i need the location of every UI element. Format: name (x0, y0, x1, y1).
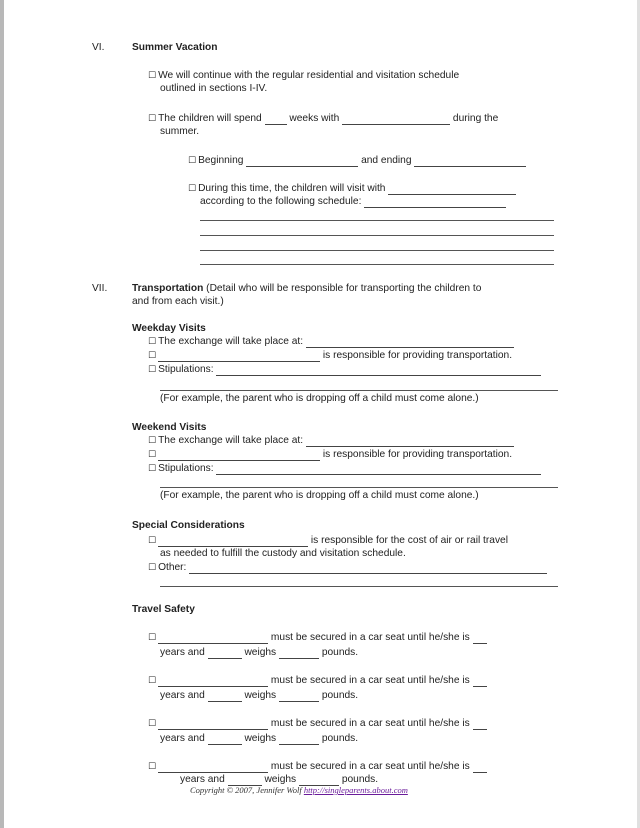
special-cost-line1: is responsible for the cost of air or rail travel (310, 535, 508, 546)
weeks-label-2: weeks with (289, 113, 340, 124)
pounds-label: pounds. (341, 774, 379, 785)
pounds-label: pounds. (321, 733, 359, 744)
beginning-date-field[interactable] (246, 156, 358, 167)
years-field[interactable] (208, 648, 242, 659)
beginning-label: Beginning (198, 155, 244, 166)
weekday-responsible-field[interactable] (158, 351, 320, 362)
special-other-label: Other: (158, 562, 187, 573)
special-other-line[interactable] (160, 586, 558, 587)
copyright-footer (190, 785, 408, 795)
age-years-field[interactable] (473, 633, 487, 644)
age-years-field[interactable] (473, 676, 487, 687)
schedule-line-1[interactable] (200, 220, 554, 221)
years-field[interactable] (208, 734, 242, 745)
footer-link[interactable]: http://singleparents.about.com (303, 785, 408, 795)
ending-label: and ending (361, 155, 412, 166)
checkbox-icon[interactable]: ☐ (148, 450, 157, 460)
weekday-stipulations-row (148, 364, 541, 376)
special-other-row (148, 562, 547, 574)
years-and-label: years and (180, 774, 225, 785)
summer-option-weeks (148, 113, 498, 125)
weekend-stipulations-line[interactable] (160, 487, 558, 488)
section-7-title: Transportation (132, 283, 204, 294)
weekend-exchange-label: The exchange will take place at: (158, 435, 304, 446)
weekend-responsible-field[interactable] (158, 450, 320, 461)
summer-option-weeks-line2: summer. (160, 126, 200, 137)
travel-safety-entry-1-line2 (160, 647, 358, 659)
section-7-number: VII. (92, 283, 108, 294)
age-years-field[interactable] (473, 719, 487, 730)
weeks-label-1: The children will spend (158, 113, 262, 124)
pounds-label: pounds. (321, 690, 359, 701)
years-and-label: years and (160, 647, 205, 658)
weekend-exchange-row (148, 435, 514, 447)
travel-safety-entry-1 (148, 632, 487, 644)
schedule-line-4[interactable] (200, 264, 554, 265)
checkbox-icon[interactable]: ☐ (148, 633, 157, 643)
checkbox-icon[interactable]: ☐ (148, 351, 157, 361)
page-edge-left (0, 0, 4, 828)
weekend-stipulations-row (148, 463, 541, 475)
checkbox-icon[interactable]: ☐ (188, 184, 197, 194)
copyright-text: Copyright © 2007, Jennifer Wolf (190, 785, 302, 795)
weeks-with-field[interactable] (342, 114, 450, 125)
age-years-field[interactable] (473, 762, 487, 773)
weekday-stipulations-line[interactable] (160, 390, 558, 391)
travel-cost-field[interactable] (158, 536, 308, 547)
weekday-responsible-row (148, 350, 512, 362)
car-seat-label: must be secured in a car seat until he/she is (270, 675, 470, 686)
summer-option-regular-line2: outlined in sections I-IV. (160, 83, 268, 94)
summer-during-row (188, 183, 516, 195)
ending-date-field[interactable] (414, 156, 526, 167)
checkbox-icon[interactable]: ☐ (148, 464, 157, 474)
special-cost-line2: as needed to fulfill the custody and visitation schedule. (160, 548, 406, 559)
schedule-field[interactable] (364, 197, 506, 208)
section-6-number (92, 42, 104, 54)
schedule-line-2[interactable] (200, 235, 554, 236)
weekend-exchange-field[interactable] (306, 436, 514, 447)
travel-safety-entry-4 (148, 761, 487, 773)
schedule-line-3[interactable] (200, 250, 554, 251)
weight-field[interactable] (279, 691, 319, 702)
years-field[interactable] (208, 691, 242, 702)
weighs-label: weighs (244, 733, 277, 744)
weekday-exchange-field[interactable] (306, 337, 514, 348)
child-name-field[interactable] (158, 676, 268, 687)
car-seat-label: must be secured in a car seat until he/she is (270, 761, 470, 772)
weight-field[interactable] (279, 648, 319, 659)
travel-safety-entry-3 (148, 718, 487, 730)
section-7-heading (132, 283, 481, 295)
years-and-label: years and (160, 733, 205, 744)
weekday-stipulations-field[interactable] (216, 365, 541, 376)
during-label: During this time, the children will visit with (198, 183, 386, 194)
weighs-label: weighs (244, 647, 277, 658)
checkbox-icon[interactable]: ☐ (188, 156, 197, 166)
section-7-intro-line1: (Detail who will be responsible for transporting the children to (206, 283, 482, 294)
special-cost-row (148, 535, 508, 547)
weekend-responsible-row (148, 449, 512, 461)
weighs-label: weighs (264, 774, 297, 785)
travel-safety-entry-2 (148, 675, 487, 687)
travel-safety-entry-3-line2 (160, 733, 358, 745)
car-seat-label: must be secured in a car seat until he/she is (270, 718, 470, 729)
child-name-field[interactable] (158, 719, 268, 730)
travel-safety-entry-2-line2 (160, 690, 358, 702)
checkbox-icon[interactable]: ☐ (148, 762, 157, 772)
checkbox-icon[interactable]: ☐ (148, 71, 157, 81)
checkbox-icon[interactable]: ☐ (148, 365, 157, 375)
weekday-exchange-row (148, 336, 514, 348)
summer-option-regular (148, 70, 459, 82)
checkbox-icon[interactable]: ☐ (148, 676, 157, 686)
weeks-label-3: during the (452, 113, 499, 124)
weight-field[interactable] (279, 734, 319, 745)
years-and-label: years and (160, 690, 205, 701)
section-number: VI. (92, 42, 105, 53)
weighs-label: weighs (244, 690, 277, 701)
schedule-label: according to the following schedule: (200, 196, 362, 207)
child-name-field[interactable] (158, 633, 268, 644)
child-name-field[interactable] (158, 762, 268, 773)
section-7-intro-line2: and from each visit.) (132, 296, 224, 307)
summer-option-regular-line1: We will continue with the regular residential and visitation schedule (158, 70, 460, 81)
special-considerations-heading: Special Considerations (132, 520, 245, 531)
weekday-visits-heading: Weekday Visits (132, 323, 206, 334)
weekend-stipulations-field[interactable] (216, 464, 541, 475)
weekday-exchange-label: The exchange will take place at: (158, 336, 304, 347)
weeks-count-field[interactable] (265, 114, 287, 125)
checkbox-icon[interactable]: ☐ (148, 563, 157, 573)
checkbox-icon[interactable]: ☐ (148, 337, 157, 347)
weekend-visits-heading: Weekend Visits (132, 422, 207, 433)
checkbox-icon[interactable]: ☐ (148, 114, 157, 124)
weekday-stipulations-label: Stipulations: (158, 364, 214, 375)
weekday-responsible-label: is responsible for providing transportation. (322, 350, 513, 361)
weekend-stipulations-label: Stipulations: (158, 463, 214, 474)
checkbox-icon[interactable]: ☐ (148, 719, 157, 729)
weekend-responsible-label: is responsible for providing transportation. (322, 449, 513, 460)
weekday-example: (For example, the parent who is dropping off a child must come alone.) (160, 393, 479, 404)
travel-safety-heading: Travel Safety (132, 604, 195, 615)
car-seat-label: must be secured in a car seat until he/she is (270, 632, 470, 643)
visit-with-field[interactable] (388, 184, 516, 195)
summer-beginning-row (188, 155, 526, 167)
weekend-example: (For example, the parent who is dropping off a child must come alone.) (160, 490, 479, 501)
summer-schedule-row (200, 196, 506, 208)
section-6-title: Summer Vacation (132, 42, 218, 53)
checkbox-icon[interactable]: ☐ (148, 536, 157, 546)
pounds-label: pounds. (321, 647, 359, 658)
checkbox-icon[interactable]: ☐ (148, 436, 157, 446)
special-other-field[interactable] (189, 563, 547, 574)
